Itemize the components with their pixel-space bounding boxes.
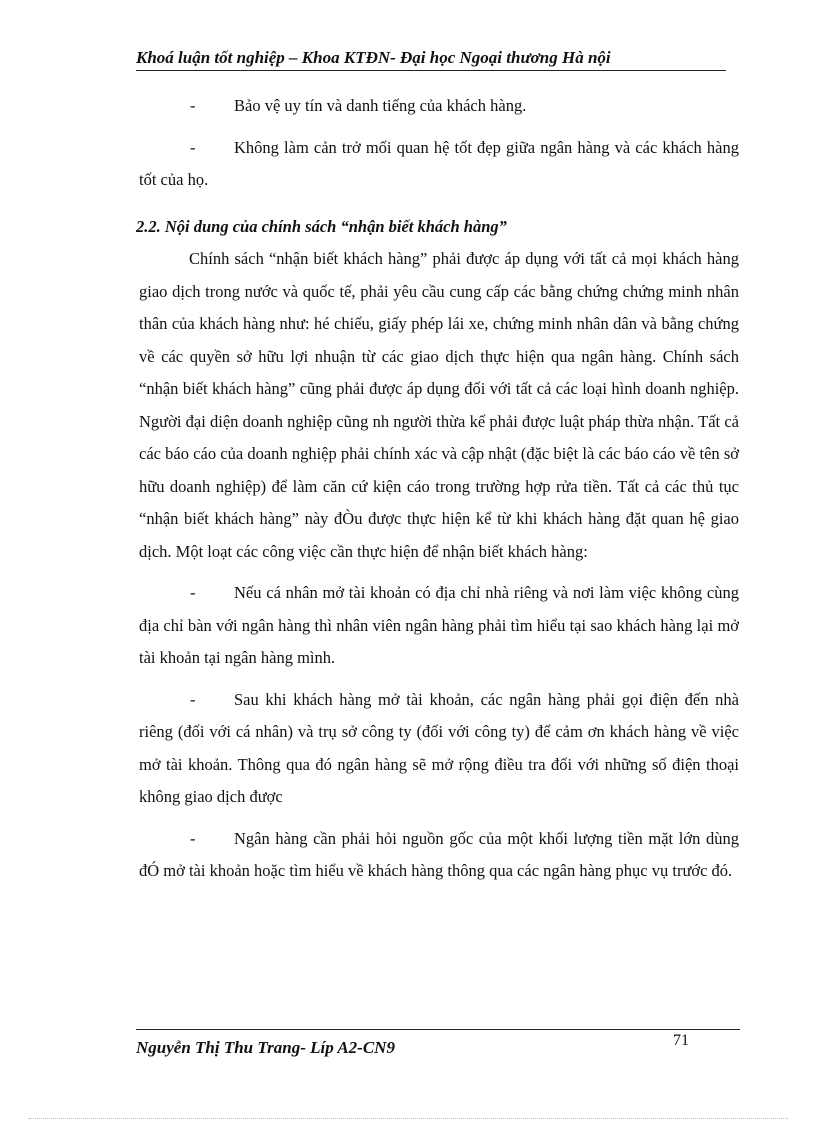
document-body [136,90,739,897]
footer-author: Nguyễn Thị Thu Trang- Líp A2-CN9 [136,1038,395,1057]
bullet-dash: - [190,689,196,709]
bullet-item [139,684,739,814]
bullet-text: Bảo vệ uy tín và danh tiếng của khách hàng. [234,96,527,115]
page-number: 71 [673,1032,689,1049]
bullet-dash: - [190,583,196,602]
bullet-text: Ngân hàng cần phải hỏi nguồn gốc của một khối lượng tiền mặt lớn dùng đÓ mở tài khoản hoặc tìm hiểu về khách hàng thông qua các ngân hàng phục vụ trước đó. [139,828,739,880]
body-paragraph: Chính sách “nhận biết khách hàng” phải được áp dụng với tất cả mọi khách hàng giao dịch trong nước và quốc tế, phải yêu cầu cung cấp các bằng chứng chứng minh nhân thân của khách hàng như: hé chiếu, giấy phép lái xe, chứng minh nhân dân và bằng chứng về các quyền sở hữu lợi nhuận từ các giao dịch thực hiện qua ngân hàng. Chính sách “nhận biết khách hàng” cũng phải được áp dụng đối với tất cả các loại hình doanh nghiệp. Người đại diện doanh nghiệp cũng nh người thừa kế phải được luật pháp thừa nhận. Tất cả các báo cáo của doanh nghiệp phải chính xác và cập nhật (đặc biệt là các báo cáo về tên sở hữu doanh nghiệp) để làm căn cứ kiện cáo trong trường hợp rửa tiền. Tất cả các thủ tục “nhận biết khách hàng” này đÒu được thực hiện kể từ khi khách hàng đặt quan hệ giao dịch. Một loạt các công việc cần thực hiện để nhận biết khách hàng: [139,249,739,561]
bullet-item [139,132,739,197]
bullet-dash: - [190,96,196,115]
bullet-text: Không làm cản trở mối quan hệ tốt đẹp giữa ngân hàng và các khách hàng tốt của họ. [139,137,739,189]
bullet-dash: - [190,137,196,157]
section-heading: 2.2. Nội dung của chính sách “nhận biết khách hàng” [136,216,507,236]
page-header: Khoá luận tốt nghiệp – Khoa KTĐN- Đại học Ngoại thương Hà nội [136,48,726,71]
bullet-item [139,90,739,123]
bullet-item [139,823,739,888]
footer-divider [136,1029,740,1030]
bullet-dash: - [190,828,196,848]
bullet-item [139,577,739,675]
bullet-text: Sau khi khách hàng mở tài khoản, các ngân hàng phải gọi điện đến nhà riêng (đối với cá nhân) và trụ sở công ty (đối với công ty) để cảm ơn khách hàng về việc mở tài khoản. Thông qua đó ngân hàng sẽ mở rộng điều tra đối với những số điện thoại không giao dịch được [139,689,739,806]
bullet-text: Nếu cá nhân mở tài khoản có địa chỉ nhà riêng và nơi làm việc không cùng địa chỉ bàn với ngân hàng thì nhân viên ngân hàng phải tìm hiểu tại sao khách hàng lại mở tài khoản tại ngân hàng mình. [139,583,739,667]
page-edge-divider [28,1118,788,1119]
